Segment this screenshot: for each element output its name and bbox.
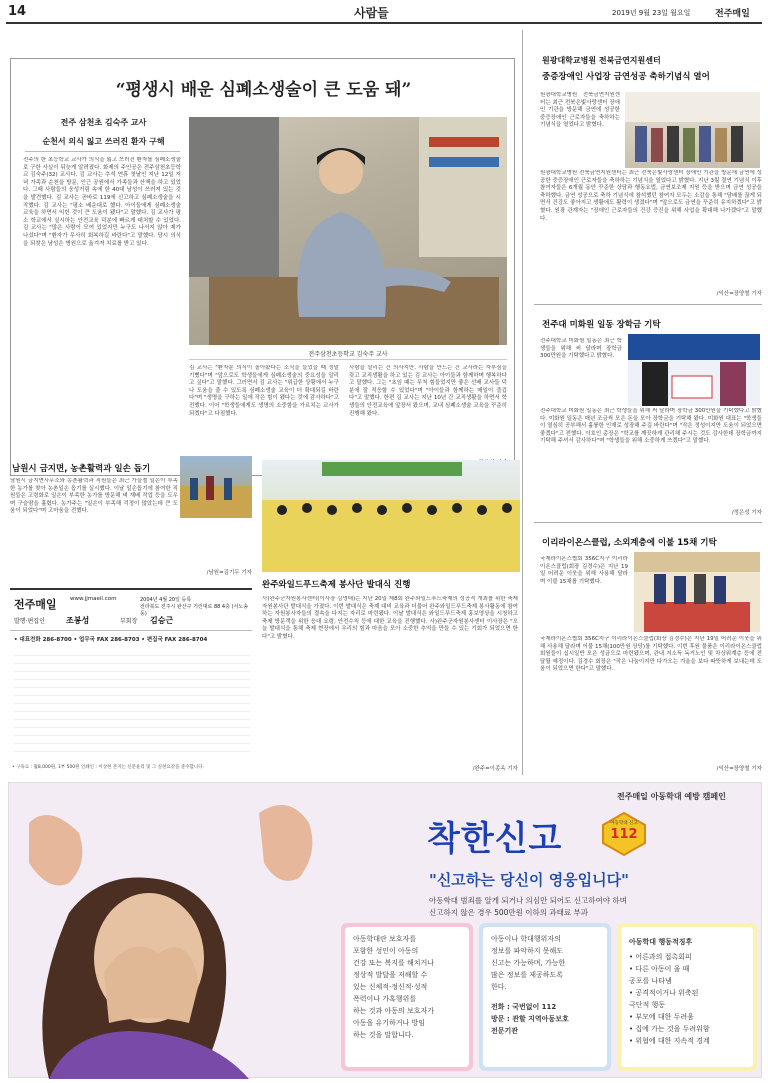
ad-card-report [479,923,611,1071]
lions-photo-art [634,552,760,632]
card3-line: • 어른과의 접촉회피 [629,953,692,961]
lead-subhead-2: 순천서 의식 잃고 쓰러진 환자 구해 [42,137,165,146]
namwon-credit: /남원=김기두 기자 [206,570,252,576]
card2-line: 전문기관 [491,1027,519,1035]
card1-line: 아동학대란 보호자를 [353,935,417,943]
lead-headline: “평생시 배운 심폐소생술이 큰 도움 돼” [115,80,412,100]
masthead-phones: • 대표전화 286-8700 • 업무국 FAX 286-8703 • 편집국 FAX 286-8704 [14,637,208,643]
publisher-label: 발행·편집인 [14,618,45,625]
wonkwang-photo [625,92,760,168]
jeonju-univ-credit: /정은성 기자 [731,510,762,516]
editor-name: 김승근 [150,616,174,625]
badge-number: 112 [610,827,638,842]
lions-body: 국제라이온스협회 356C지구 이리라이온스클럽(회장 김경수)은 지난 19일 어려운 이웃을 위해 사용해 달라며 이불 15채(100만원 상당)를 기탁했다. 이번 후원 물품은 이리라이온스클럽 회원들이 십시일반 모은 성금으로 마련됐으며, 관내 저소득 독거노인 및 차상위계층 등에 전달될 예정이다. 김경수 회장은 "작은 나눔이지만 다가오는 겨울을 보다 따뜻하게 보내는데 도움이 되었으면 한다"고 말했다. [540,636,762,673]
ad-desc-1: 아동학대 범죄를 알게 되거나 의심만 되어도 신고하여야 하며 [429,896,627,905]
ad-slogan: "신고하는 당신이 영웅입니다" [429,871,629,889]
card2-line: 전화 : 국번없이 112 [491,1003,557,1011]
wonkwang-credit: /익산=장양철 기자 [716,291,762,297]
wonkwang-title-2: 중증장애인 사업장 금연성공 축하기념식 열어 [542,72,710,82]
masthead-name: 전주매일 [14,598,57,611]
rule-2 [534,522,762,523]
card3-line: • 위협에 대한 지속적 경계 [629,1037,710,1045]
badge-112-icon [601,811,647,857]
masthead-footer: • 구독료 : 월8,000원, 1부 500원 인쇄인 : 이상현 본지는 신문윤리 및 그 실천요강을 준수합니다. [12,765,205,770]
wildfood-photo [262,460,520,572]
namwon-photo-art [180,456,252,518]
jeonju-univ-photo [628,334,760,406]
publisher-name: 조봉성 [66,616,90,625]
masthead-url: www.jjmaeil.com [70,596,117,602]
card1-line: 폭력이나 가혹행위를 [353,995,417,1003]
ad-desc-2: 신고하지 않은 경우 500만원 이하의 과태료 부과 [429,908,589,917]
lead-subhead-1: 전주 삼천초 김숙주 교사 [60,118,147,127]
card2-line: 신고는 가능하며, 가능한 [491,959,566,967]
jeonju-univ-title: 전주대 미화원 일동 장학금 기탁 [542,320,661,330]
card2-line: 정보를 파악하지 못해도 [491,947,564,955]
photo-caption: 전주삼천초등학교 김숙주 교사 [308,351,388,358]
card3-line: 공포를 나타냄 [629,977,672,985]
jeonju-univ-body: 전주대학교 미화원 일동은 최근 학생들을 위해 써 달라며 장학금 300만원을 기탁했다고 밝혔다. 미화원 일동은 매년 조금씩 모은 돈을 모아 장학금을 기탁해 왔다. 미화원 대표는 "학생들이 열심히 공부해서 훌륭한 인재로 성장해 주길 바란다"며 "작은 정성이지만 도움이 되었으면 좋겠다"고 전했다. 이호인 총장은 "학교를 깨끗하게 관리해 주시는 것도 감사한데 장학금까지 기탁해 주셔서 감사하다"며 "학생들을 위해 소중하게 쓰겠다"고 말했다. [540,408,762,445]
card3-line: • 다른 아동이 울 때 [629,965,690,973]
card2-line: 많은 정보를 제공하도록 [491,971,564,979]
lions-title: 이리라이온스클럽, 소외계층에 이불 15채 기탁 [542,538,717,548]
namwon-title: 남원시 금지면, 농촌활력과 일손 돕기 [12,464,151,474]
ad-photo [9,783,339,1079]
card3-line: 극단적 행동 [629,1001,666,1009]
column-divider [522,30,523,775]
card2-line: 방문 : 관할 지역아동보호 [491,1015,569,1023]
lions-body-top: 국제라이온스협회 356C지구 이리라이온스클럽(회장 김경수)은 지난 19일 어려운 이웃을 위해 사용해 달라며 이불 15채를 기탁했다. [540,556,628,585]
ad-card-signs-body [621,927,753,1067]
lead-body-col3: 사람을 살리는 건 의사지만, 사람을 만드는 건 교사라는 자부심을 갖고 교직생활을 하고 있는 김 교사는 아이들과 함께하며 행복하다고 말했다. 그는 "초임 때는 무척 힘들었지만 좋은 선배 교사들 덕분에 잘 적응할 수 있었다"며 "아이들과 함께하는 매일이 즐겁다"고 말했다. 한편 김 교사는 지난 10년 간 교직생활을 하면서 학생들의 안전교육에 앞장서 왔으며, 교내 심폐소생술 교육을 꾸준히 진행해 왔다. [349,365,507,417]
masthead-registration: 2004년 4월 20일 등록 [140,597,192,603]
card3-line: • 부모에 대한 두려움 [629,1013,694,1021]
jeonju-univ-body-top: 전주대학교 미화원 일동은 최근 학생들을 위해 써 달라며 장학금 300만원을 기탁했다고 밝혔다. [540,338,622,360]
lead-body-col1: 전주의 한 초등학교 교사가 의식을 잃고 쓰러진 환자를 심폐소생술로 구한 사실이 뒤늦게 알려졌다. 화제의 주인공은 전주삼천초등학교 김숙주(32) 교사다. 김 교사는 추석 연휴 첫날인 지난 12일 저녁 가족과 순천을 방문, 인근 공원에서 가족들과 산책을 하고 있었다. 그때 사람들의 웅성거림 속에 한 40대 남성이 쓰러져 있는 것을 발견했다. 김 교사는 곧바로 119에 신고하고 심폐소생술을 시작했다. 김 교사는 "평소 배운대로 했다. 아이들에게 심폐소생술 교육을 하면서 익힌 것이 큰 도움이 됐다"고 말했다. 김 교사가 평소 학교에서 실시하는 안전교육 덕분에 빠르게 대처할 수 있었다. 김 교사는 "많은 사람이 모여 있었지만 누구도 나서지 않아 제가 나섰다"며 "환자가 무사히 회복하길 바란다"고 말했다. 당시 의식을 되찾은 남성은 병원으로 옮겨져 치료를 받고 있다. [23,157,181,247]
wonkwang-title-1: 원광대학교병원 전북금연지원센터 [542,56,661,65]
masthead-address: 전라북도 전주시 완산구 기린대로 88 4층 (서노송동) [140,604,248,617]
card2-line: 한다. [491,983,507,991]
subhead-rule [25,151,180,152]
namwon-photo [180,456,252,518]
card2-line: 아동이나 학대행위자의 [491,935,561,943]
card3-line: • 공격적이거나 위축된 [629,989,699,997]
masthead-box [10,588,252,774]
card1-line: 포함한 성인이 아동의 [353,947,419,955]
teacher-photo [189,117,507,345]
teacher-photo-art [189,117,507,345]
lions-photo [634,552,760,632]
caption-rule [189,359,507,360]
card1-line: 아동을 유기하거나 방임 [353,1019,426,1027]
masthead-rule [10,630,252,631]
lead-body-col2: 김 교사는 "환자분 의식이 돌아왔다는 소식을 들었을 때 정말 기뻤다"며 "앞으로도 학생들에게 심폐소생술의 중요성을 알리고 싶다"고 말했다. 그러면서 김 교사는 "위급한 상황에서 누구나 도움을 줄 수 있도록 심폐소생술 교육이 더 확대되길 바란다"며 "생명을 구하는 일에 작은 힘이 됐다는 것에 감사하다"고 전했다. 이어 "학생들에게도 생명의 소중함을 가르치는 교사가 되겠다"고 다짐했다. [189,365,339,417]
header-rule [6,22,762,24]
lead-article [10,58,515,476]
namwon-body: 남원시 금지면사무소와 농촌활력과 직원들은 최근 가을철 일손이 부족한 농가를 찾아 농촌일손 돕기를 실시했다. 이날 일손돕기에 참여한 직원들은 고령화로 일손이 부족한 농가를 방문해 벼 재배 작업 등을 도우며 구슬땀을 흘렸다. 농가주는 "일손이 부족해 걱정이 많았는데 큰 도움이 되었다"며 고마움을 전했다. [10,478,178,515]
wildfood-credit: /완주=이종옥 기자 [472,766,518,772]
ad-photo-art [9,783,339,1079]
card1-line: 있는 신체적·정신적·성적 [353,983,428,991]
ad-campaign [8,782,762,1078]
wonkwang-body-top: 원광대학교병원 전북금연지원센터는 최근 전북은빛사랑센터 장애인 기관을 방문해 금연에 성공한 중증장애인 근로자들을 축하하는 기념식을 열었다고 밝혔다. [540,92,620,129]
issue-date: 2019년 9월 23일 월요일 [612,9,691,17]
wildfood-title: 완주와일드푸드축제 봉사단 발대식 진행 [262,580,411,590]
lions-credit: /익산=장양철 기자 [716,766,762,772]
wildfood-body: 사)완주군자원봉사센터(이사장 김영태)는 지난 20일 제8회 완주와일드푸드축제의 성공적 개최를 위한 축제 자원봉사단 발대식을 가졌다. 이번 발대식은 축제 대비 교육과 더불어 완주와일드푸드축제 봉사활동에 참여하는 자원봉사자들의 결속을 다지는 자리로 마련됐다. 이날 발대식은 와일드푸드축제 홍보영상을 시청하고 축제 방문객을 위한 응대 요령, 안전수칙 등에 대한 교육을 진행했다. 사)완주군자원봉사센터 이사장은 "오늘 발대식을 통해 축제 현장에서 우리의 힘과 마음을 모아 소중한 추억을 만들 수 있는 기회가 되었으면 한다"고 밝혔다. [262,596,518,640]
wonkwang-photo-art [625,92,760,168]
wonkwang-body: 원광대학교병원 전북금연지원센터는 최근 전북은빛사랑센터 장애인 기관을 방문해 금연에 성공한 중증장애인 근로자들을 축하하는 기념식을 열었다고 밝혔다. 지난 3월 결연 기념식 이후 참여자들은 6개월 동안 꾸준한 상담과 행동요법, 금연보조제 지원 등을 받으며 금연 성공을 축하했다. 금연 성공으로 축하 기념식에 참석했던 참여자 모두는 소감을 통해 "담배를 끊게 되면서 건강도 좋아지고 생활에도 활력이 생겼다"며 "앞으로도 금연을 꾸준히 유지하겠다"고 밝혔다. 원광 관계자는 "장애인 근로자들의 건강 증진을 위해 사업을 확대해 나가겠다"고 말했다. [540,170,762,222]
directory-list [14,648,250,758]
card1-line: 하는 것과 아동의 보호자가 [353,1007,435,1015]
ad-card-definition [341,923,473,1071]
rule-1 [534,304,762,305]
wildfood-photo-art [262,460,520,572]
page-number: 14 [8,4,27,19]
editor-label: 부회장 [120,618,138,625]
card1-line: 하는 것을 말합니다. [353,1031,414,1039]
card3-line: • 집에 가는 것을 두려워함 [629,1025,710,1033]
badge-label: 아동학대 신고 [610,821,638,826]
card1-line: 건강 또는 복지를 해치거나 [353,959,435,967]
ad-campaign-title: 전주매일 아동학대 예방 캠페인 [617,792,726,801]
paper-name: 전주매일 [715,9,750,19]
section-title: 사람들 [354,6,389,20]
ad-card-signs [617,923,757,1071]
card1-line: 정상적 발달을 저해할 수 [353,971,428,979]
ad-card-report-body [483,927,607,1067]
ad-logo: 착한신고 [427,819,563,859]
card3-title: 아동학대 행동적징후 [629,938,693,946]
lead-subhead [31,117,176,147]
ad-card-definition-body [345,927,469,1067]
jeonju-univ-photo-art [628,334,760,406]
